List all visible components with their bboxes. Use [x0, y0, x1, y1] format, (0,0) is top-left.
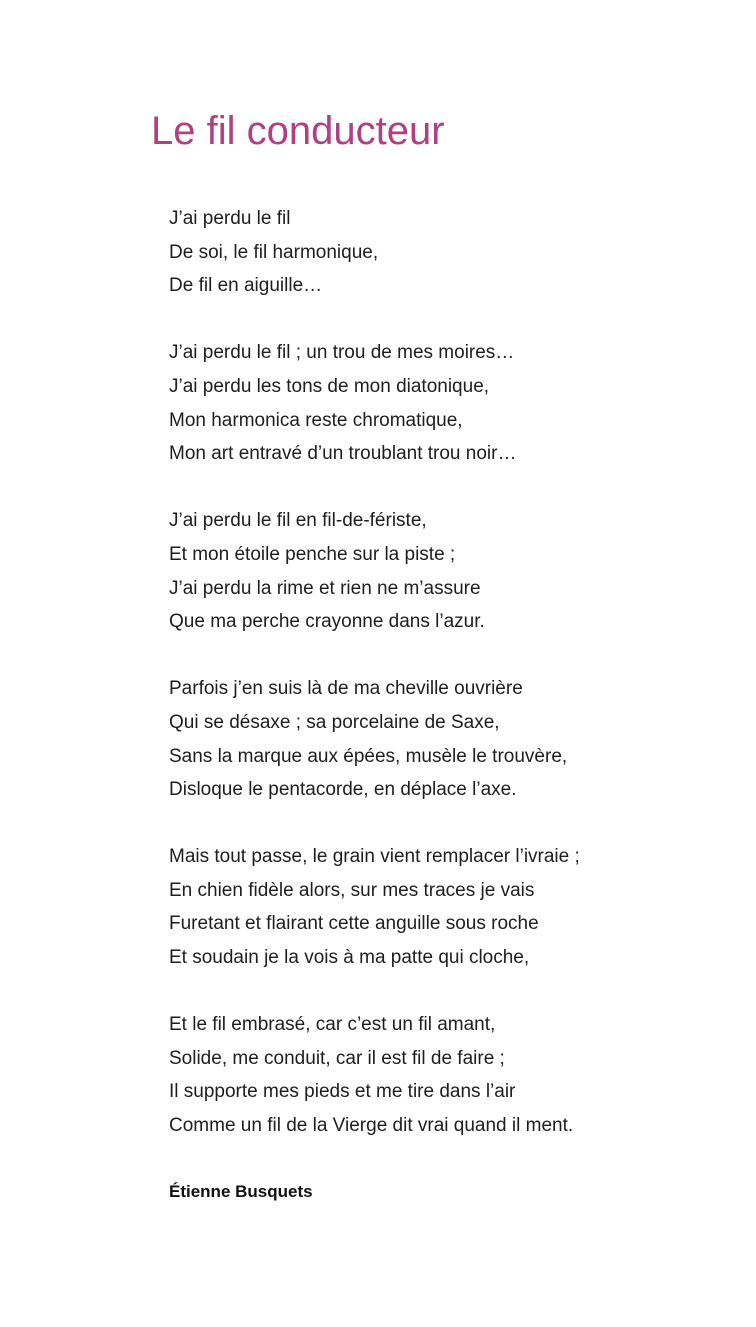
poem-line: Sans la marque aux épées, musèle le trouvère,: [169, 745, 568, 767]
poem-line: Solide, me conduit, car il est fil de faire ;: [169, 1047, 505, 1069]
poem-line: J’ai perdu le fil: [169, 208, 291, 229]
poem-line: J’ai perdu le fil ; un trou de mes moires…: [169, 342, 515, 364]
poem-body: [169, 202, 729, 1176]
stanza: [169, 672, 729, 806]
poem-line: Parfois j’en suis là de ma cheville ouvrière: [169, 678, 523, 700]
poem-line: Mon harmonica reste chromatique,: [169, 409, 463, 431]
author-signature: Étienne Busquets: [169, 1182, 313, 1201]
poem-line: De fil en aiguille…: [169, 275, 323, 297]
poem-line: Et soudain je la vois à ma patte qui cloche,: [169, 947, 530, 969]
stanza: [169, 1008, 729, 1142]
poem-line: Comme un fil de la Vierge dit vrai quand il ment.: [169, 1115, 574, 1137]
poem-line: En chien fidèle alors, sur mes traces je vais: [169, 879, 535, 901]
poem-line: Et mon étoile penche sur la piste ;: [169, 543, 456, 565]
poem-line: Que ma perche crayonne dans l’azur.: [169, 611, 485, 633]
stanza: [169, 504, 729, 638]
poem-line: J’ai perdu le fil en fil-de-fériste,: [169, 510, 427, 532]
poem-line: Furetant et flairant cette anguille sous roche: [169, 913, 539, 935]
poem-line: J’ai perdu la rime et rien ne m’assure: [169, 577, 481, 599]
stanza: [169, 840, 729, 974]
poem-line: J’ai perdu les tons de mon diatonique,: [169, 375, 490, 397]
stanza: [169, 336, 729, 470]
poem-line: Et le fil embrasé, car c’est un fil amant,: [169, 1014, 496, 1036]
poem-line: Disloque le pentacorde, en déplace l’axe.: [169, 779, 517, 801]
poem-line: Mon art entravé d’un troublant trou noir…: [169, 443, 517, 465]
poem-line: De soi, le fil harmonique,: [169, 241, 379, 263]
poem-title: Le fil conducteur: [151, 109, 445, 153]
poem-line: Mais tout passe, le grain vient remplacer l’ivraie ;: [169, 846, 580, 868]
stanza: [169, 202, 729, 303]
poem-line: Il supporte mes pieds et me tire dans l’air: [169, 1081, 516, 1103]
poem-line: Qui se désaxe ; sa porcelaine de Saxe,: [169, 711, 500, 733]
